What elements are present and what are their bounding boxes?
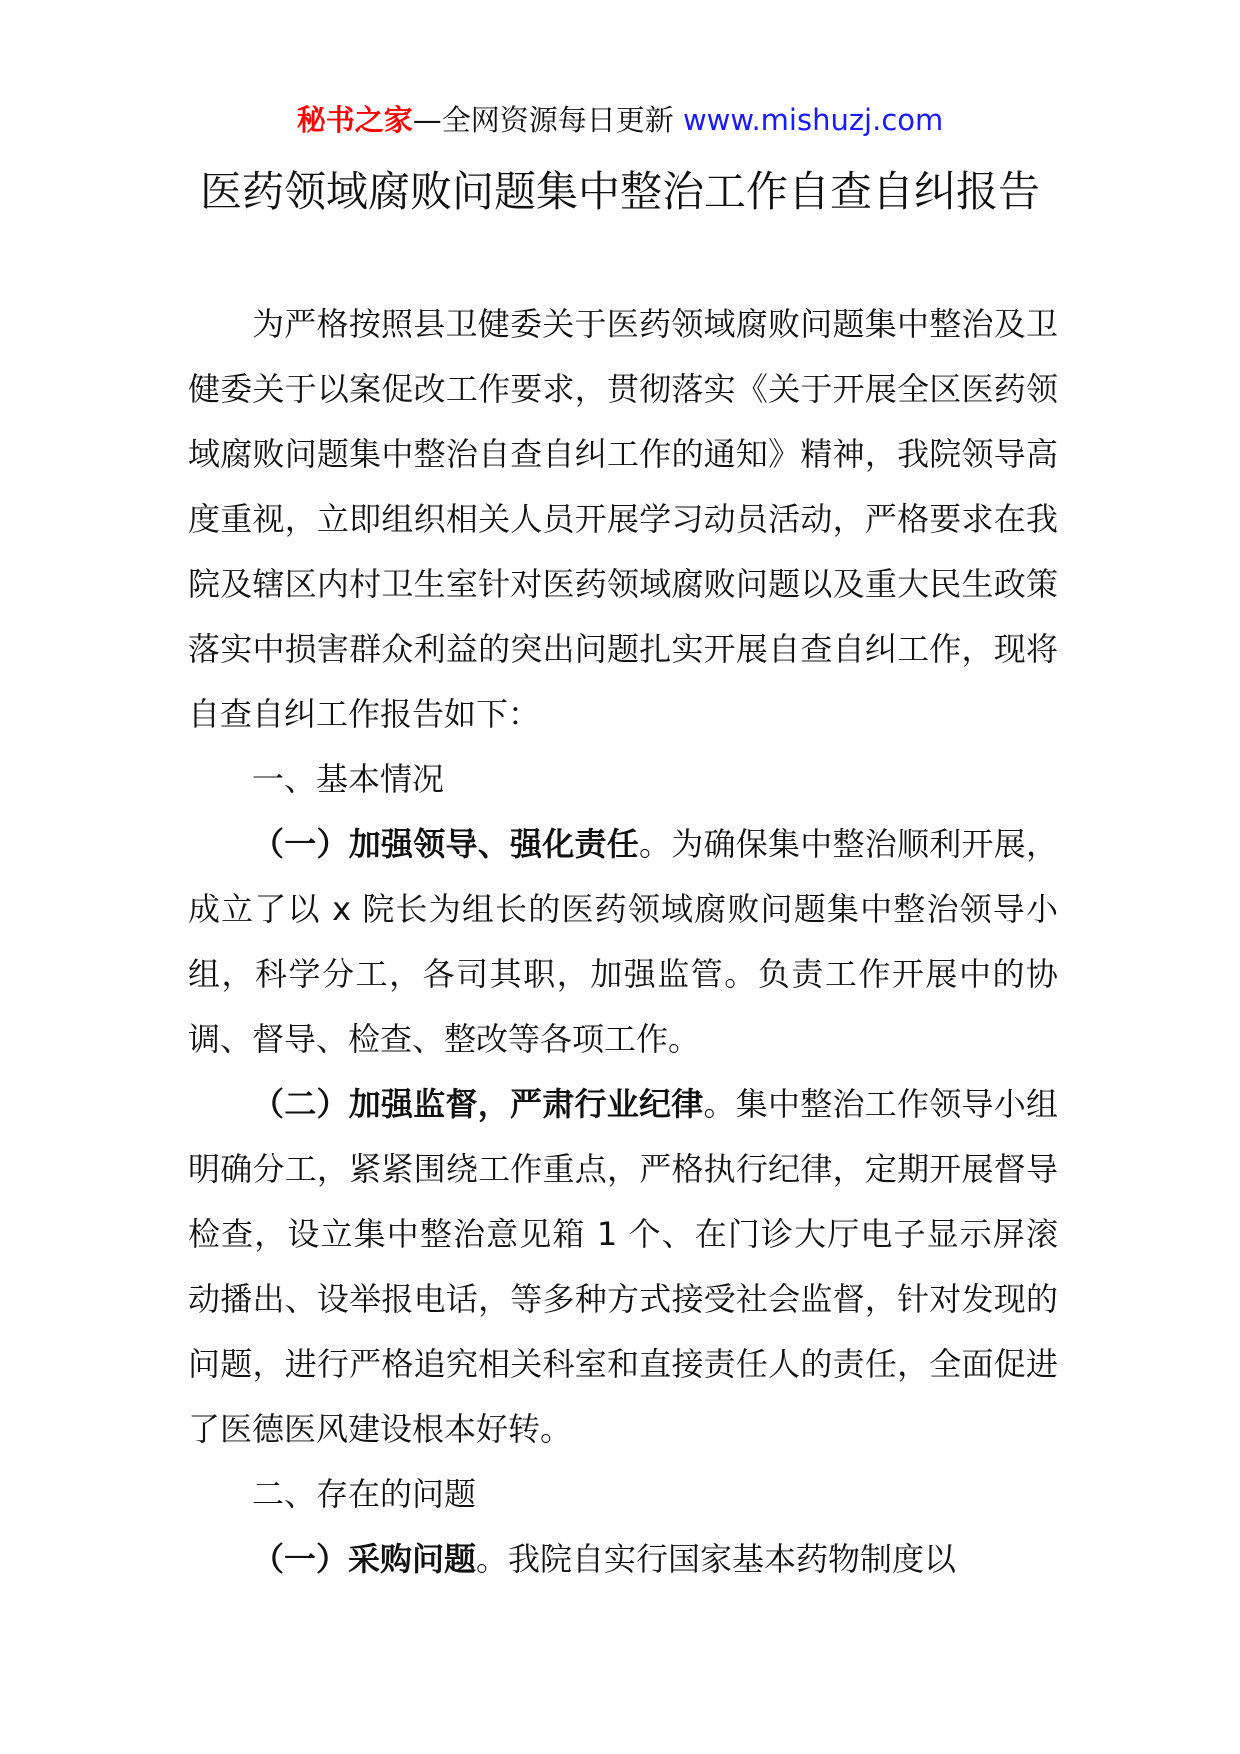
intro-paragraph: 为严格按照县卫健委关于医药领域腐败问题集中整治及卫健委关于以案促改工作要求，贯彻落实《关于开展全区医药领域腐败问题集中整治自查自纠工作的通知》精神，我院领导高度重视，立即组织相关人员开展学习动员活动，严格要求在我院及辖区内村卫生室针对医药领域腐败问题以及重大民生政策落实中损害群众利益的突出问题扎实开展自查自纠工作，现将自查自纠工作报告如下： <box>188 305 1058 733</box>
paragraph-procurement-text: 。我院自实行国家基本药物制度以 <box>476 1540 957 1578</box>
header-tagline: —全网资源每日更新 <box>412 103 683 137</box>
subheading-leadership: （一）加强领导、强化责任 <box>252 825 639 863</box>
paragraph-leadership <box>188 812 1058 1072</box>
section-heading-existing-problems: 二、存在的问题 <box>252 1475 477 1513</box>
document-title: 医药领域腐败问题集中整治工作自查自纠报告 <box>199 167 1040 216</box>
subheading-procurement: （一）采购问题 <box>252 1540 477 1578</box>
brand-name: 秘书之家 <box>296 103 413 137</box>
site-header <box>0 100 1240 140</box>
paragraph-leadership-text: 。为确保集中整治顺利开展，成立了以 x 院长为组长的医药领域腐败问题集中整治领导小组，科学分工，各司其职，加强监管。负责工作开展中的协调、督导、检查、整改等各项工作。 <box>188 825 1058 1058</box>
paragraph-supervision-text: 。集中整治工作领导小组明确分工，紧紧围绕工作重点，严格执行纪律，定期开展督导检查，设立集中整治意见箱 1 个、在门诊大厅电子显示屏滚动播出、设举报电话，等多种方式接受社会监督，针对发现的问题，进行严格追究相关科室和直接责任人的责任，全面促进了医德医风建设根本好转。 <box>188 1085 1058 1448</box>
subheading-supervision: （二）加强监督，严肃行业纪律 <box>252 1085 704 1123</box>
website-link[interactable]: www.mishuzj.com <box>682 103 944 137</box>
document-body <box>188 292 1058 1592</box>
paragraph-supervision <box>188 1072 1058 1462</box>
paragraph-procurement <box>188 1527 1058 1592</box>
section-heading-basic-situation: 一、基本情况 <box>252 760 445 798</box>
